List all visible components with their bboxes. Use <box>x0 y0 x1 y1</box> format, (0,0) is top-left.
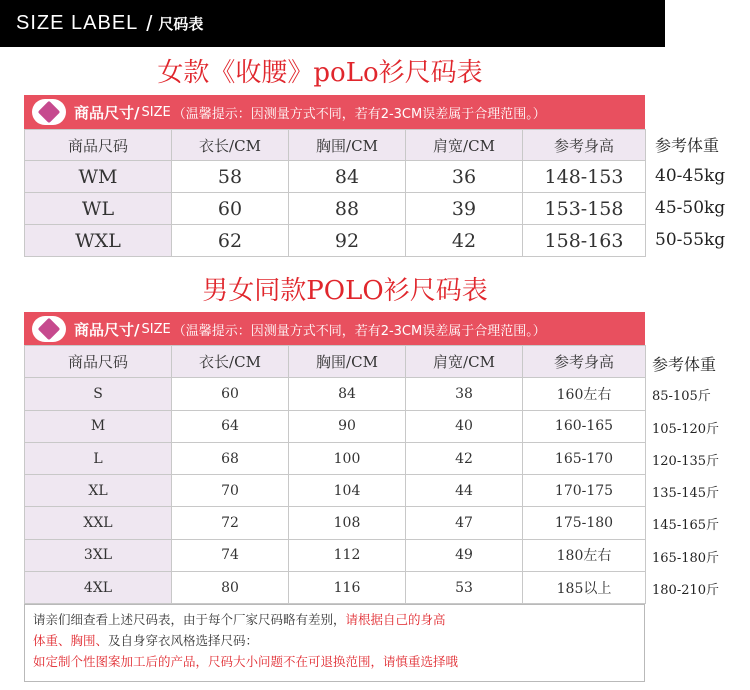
note-text: 请亲们细查看上述尺码表，由于每个厂家尺码略有差别， <box>33 612 346 627</box>
size-cell: L <box>25 442 172 474</box>
column-header: 商品尺码 <box>25 346 172 378</box>
table-row <box>25 572 646 604</box>
weight-value: 180-210斤 <box>652 583 720 599</box>
weight-value: 135-145斤 <box>652 486 720 502</box>
header-separator: / <box>146 10 153 36</box>
table-header-row <box>25 130 646 161</box>
note-text-highlight: 如定制个性图案加工后的产品，尺码大小问题不在可退换范围，请慎重选择哦 <box>33 654 459 669</box>
weight-value: 40-45kg <box>655 166 726 186</box>
column-header: 衣长/CM <box>172 346 289 378</box>
size-cell: XXL <box>25 507 172 539</box>
chest-cell: 84 <box>289 378 406 410</box>
size-cell: 4XL <box>25 572 172 604</box>
column-header: 肩宽/CM <box>406 346 523 378</box>
height-cell: 185以上 <box>523 572 646 604</box>
shoulder-cell: 36 <box>406 161 523 193</box>
chest-cell: 90 <box>289 410 406 442</box>
height-cell: 148-153 <box>523 161 646 193</box>
height-cell: 170-175 <box>523 475 646 507</box>
chest-cell: 88 <box>289 193 406 225</box>
size-cell: S <box>25 378 172 410</box>
height-cell: 160左右 <box>523 378 646 410</box>
chest-cell: 116 <box>289 572 406 604</box>
note-line <box>33 651 636 672</box>
shoulder-cell: 44 <box>406 475 523 507</box>
table-row <box>25 161 646 193</box>
table-row <box>25 442 646 474</box>
note-line <box>33 630 636 651</box>
banner-size-word: SIZE <box>141 321 171 337</box>
weight-header: 参考体重 <box>655 136 720 155</box>
banner-size-word: SIZE <box>141 104 171 120</box>
size-cell: M <box>25 410 172 442</box>
size-cell: XL <box>25 475 172 507</box>
banner-note: （温馨提示：因测量方式不同，若有2-3CM误差属于合理范围。） <box>172 106 546 122</box>
length-cell: 64 <box>172 410 289 442</box>
shoulder-cell: 39 <box>406 193 523 225</box>
weight-value: 105-120斤 <box>652 421 720 437</box>
column-header: 胸围/CM <box>289 346 406 378</box>
length-cell: 68 <box>172 442 289 474</box>
weight-value: 165-180斤 <box>652 550 720 566</box>
shoulder-cell: 38 <box>406 378 523 410</box>
length-cell: 70 <box>172 475 289 507</box>
chest-cell: 100 <box>289 442 406 474</box>
height-cell: 175-180 <box>523 507 646 539</box>
note-text-highlight: 请根据自己的身高 <box>345 612 446 627</box>
shoulder-cell: 47 <box>406 507 523 539</box>
column-header: 胸围/CM <box>289 130 406 161</box>
table-row <box>25 475 646 507</box>
column-header: 肩宽/CM <box>406 130 523 161</box>
chest-cell: 84 <box>289 161 406 193</box>
length-cell: 62 <box>172 225 289 257</box>
height-cell: 160-165 <box>523 410 646 442</box>
table-row <box>25 225 646 257</box>
unisex-banner <box>24 312 645 346</box>
note-line <box>33 609 636 630</box>
top-bar <box>0 0 665 47</box>
size-cell: 3XL <box>25 539 172 571</box>
weight-value: 85-105斤 <box>652 389 711 405</box>
diamond-icon <box>32 316 66 342</box>
length-cell: 72 <box>172 507 289 539</box>
women-size-table <box>24 129 646 257</box>
chest-cell: 108 <box>289 507 406 539</box>
table-row <box>25 507 646 539</box>
unisex-weight-column <box>652 349 750 607</box>
women-table-title: 女款《收腰》poLo衫尺码表 <box>157 58 483 88</box>
table-row <box>25 378 646 410</box>
weight-value: 50-55kg <box>655 230 726 250</box>
length-cell: 58 <box>172 161 289 193</box>
height-cell: 165-170 <box>523 442 646 474</box>
length-cell: 60 <box>172 378 289 410</box>
banner-note: （温馨提示：因测量方式不同，若有2-3CM误差属于合理范围。） <box>172 323 546 339</box>
shoulder-cell: 42 <box>406 225 523 257</box>
women-banner <box>24 95 645 129</box>
shoulder-cell: 53 <box>406 572 523 604</box>
column-header: 参考身高 <box>523 346 646 378</box>
height-cell: 158-163 <box>523 225 646 257</box>
size-cell: WL <box>25 193 172 225</box>
chest-cell: 92 <box>289 225 406 257</box>
size-cell: WXL <box>25 225 172 257</box>
shoulder-cell: 40 <box>406 410 523 442</box>
length-cell: 80 <box>172 572 289 604</box>
notes-box <box>24 604 645 682</box>
unisex-table-title: 男女同款POLO衫尺码表 <box>202 276 488 306</box>
weight-value: 45-50kg <box>655 198 726 218</box>
women-weight-column <box>655 132 750 256</box>
note-text-highlight: 体重、胸围、 <box>33 633 109 648</box>
weight-value: 120-135斤 <box>652 453 720 469</box>
weight-value: 145-165斤 <box>652 518 720 534</box>
length-cell: 60 <box>172 193 289 225</box>
chest-cell: 104 <box>289 475 406 507</box>
size-label-cn: 尺码表 <box>158 15 204 33</box>
unisex-size-table <box>24 345 646 604</box>
note-text: 及自身穿衣风格选择尺码： <box>108 633 259 648</box>
shoulder-cell: 49 <box>406 539 523 571</box>
height-cell: 153-158 <box>523 193 646 225</box>
column-header: 衣长/CM <box>172 130 289 161</box>
table-row <box>25 193 646 225</box>
table-row <box>25 410 646 442</box>
diamond-icon <box>32 99 66 125</box>
length-cell: 74 <box>172 539 289 571</box>
banner-label: 商品尺寸/ <box>74 103 140 122</box>
weight-header: 参考体重 <box>652 355 717 374</box>
column-header: 参考身高 <box>523 130 646 161</box>
banner-label: 商品尺寸/ <box>74 320 140 339</box>
table-header-row <box>25 346 646 378</box>
table-row <box>25 539 646 571</box>
column-header: 商品尺码 <box>25 130 172 161</box>
size-label-en: SIZE LABEL <box>16 12 139 34</box>
size-cell: WM <box>25 161 172 193</box>
height-cell: 180左右 <box>523 539 646 571</box>
chest-cell: 112 <box>289 539 406 571</box>
shoulder-cell: 42 <box>406 442 523 474</box>
